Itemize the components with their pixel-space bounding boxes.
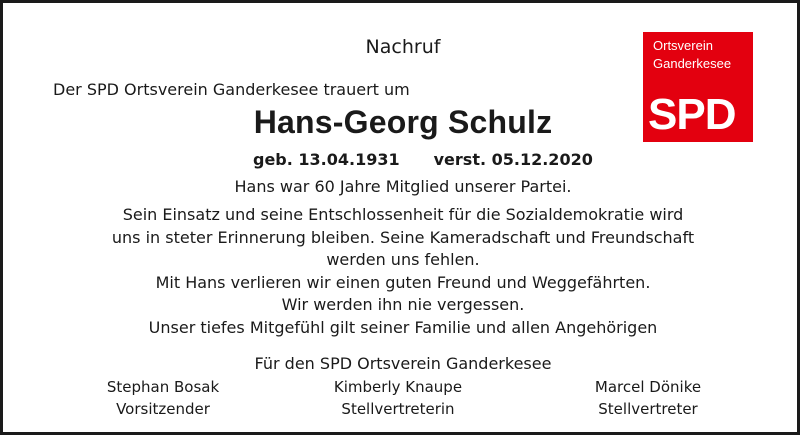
message-line: Sein Einsatz und seine Entschlossenheit für die Sozialdemokratie wird: [122, 205, 684, 224]
logo-mark: SPD: [648, 90, 736, 139]
message-block: [3, 204, 800, 340]
message-line: Unser tiefes Mitgefühl gilt seiner Familie und allen Angehörigen: [148, 317, 658, 337]
message-line: werden uns fehlen.: [326, 250, 480, 270]
life-dates: [253, 150, 627, 169]
spd-logo: [643, 32, 753, 142]
signatory-role: Stellvertreterin: [341, 400, 455, 418]
signatory: [558, 376, 738, 420]
signatory: [308, 376, 488, 420]
signatory-name: Stephan Bosak: [106, 378, 220, 396]
logo-line-ganderkesee: Ganderkesee: [653, 56, 732, 71]
signatory-name: Kimberly Knaupe: [333, 378, 463, 396]
signatory: [73, 376, 253, 420]
logo-line-ortsverein: Ortsverein: [653, 38, 713, 53]
notice-heading: Nachruf: [365, 36, 441, 58]
membership-text: Hans war 60 Jahre Mitglied unserer Partei.: [234, 177, 572, 196]
signatory-role: Stellvertreter: [598, 400, 698, 418]
deceased-name: Hans-Georg Schulz: [253, 104, 553, 140]
death-date: verst. 05.12.2020: [433, 150, 593, 169]
signatory-role: Vorsitzender: [116, 400, 210, 418]
signoff-text: Für den SPD Ortsverein Ganderkesee: [254, 354, 552, 373]
message-line: Wir werden ihn nie vergessen.: [281, 295, 525, 315]
message-line: Mit Hans verlieren wir einen guten Freund und Weggefährten.: [155, 272, 651, 292]
birth-date: geb. 13.04.1931: [253, 150, 400, 169]
intro-text: Der SPD Ortsverein Ganderkesee trauert um: [53, 80, 410, 99]
signatory-name: Marcel Dönike: [594, 378, 702, 396]
message-line: uns in steter Erinnerung bleiben. Seine Kameradschaft und Freundschaft: [111, 227, 695, 247]
